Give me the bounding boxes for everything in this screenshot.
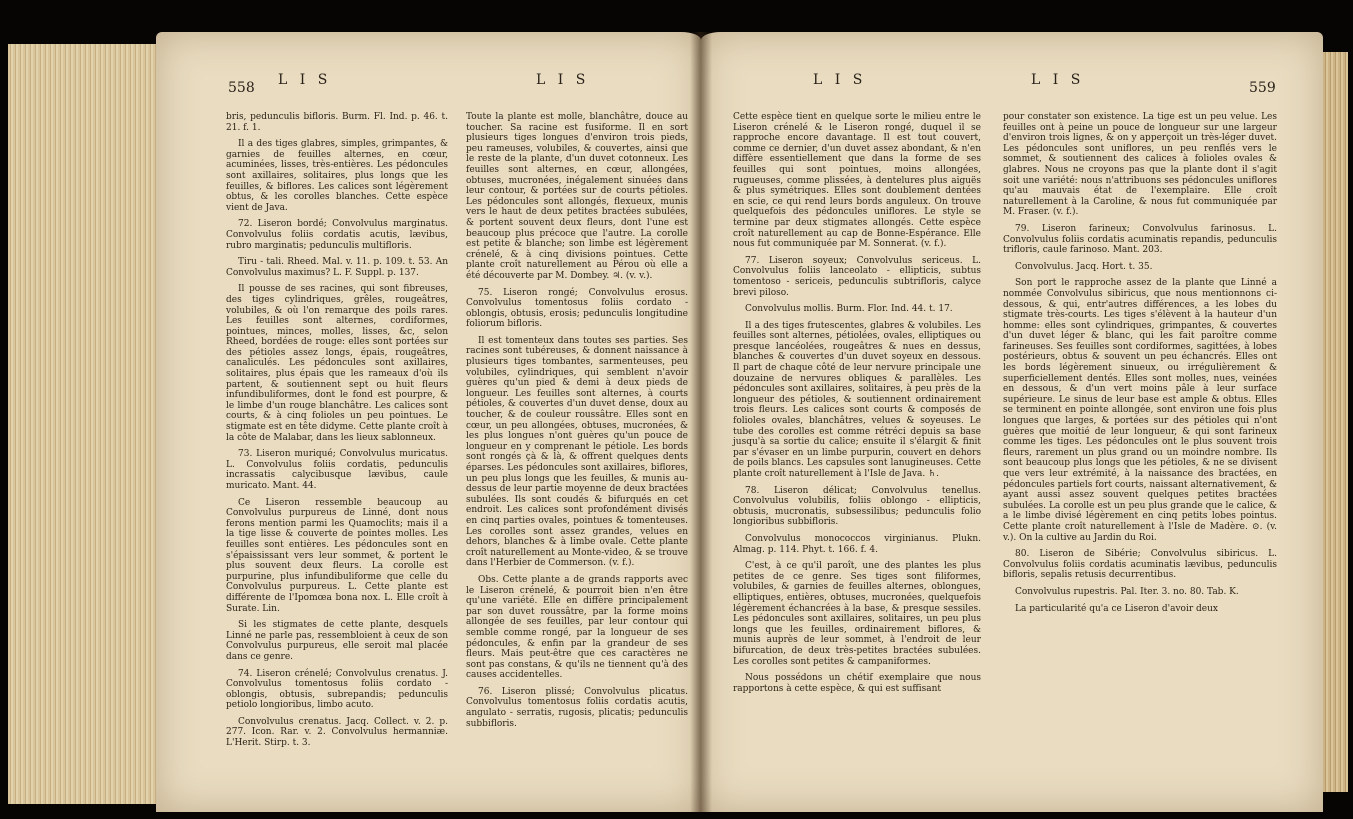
paragraph: 80. Liseron de Sibérie; Convolvulus sibiricus. L. Convolvulus foliis cordatis acuminatis lævibus, pedunculis bifloris, sepalis retusis decurrentibus. [1003,549,1277,581]
paragraph: Si les stigmates de cette plante, desquels Linné ne parle pas, ressembloient à ceux de son Convolvulus purpureus, elle seroit mal placée dans ce genre. [226,620,448,662]
paragraph: Tiru - tali. Rheed. Mal. v. 11. p. 109. t. 53. An Convolvulus maximus? L. F. Suppl. p. 137. [226,257,448,278]
paragraph: Convolvulus rupestris. Pal. Iter. 3. no. 80. Tab. K. [1015,586,1239,597]
paragraph: Nous possédons un chétif exemplaire que nous rapportons à cette espèce, & qui est suffisant [733,673,981,694]
paragraph: Convolvulus crenatus. Jacq. Collect. v. 2. p. 277. Icon. Rar. v. 2. Convolvulus hermanniæ. L'Herit. Stirp. t. 3. [226,716,448,749]
running-head: L I S [1031,72,1085,88]
paragraph: Cette espèce tient en quelque sorte le milieu entre le Liseron crénelé & le Liseron rongé, duquel il se rapproche encore davantage. Il est tout couvert, comme ce dernier, d'un duvet assez abondant, & n'en diffère essentiellement que dans la forme de ses feuilles qui sont pointues, moins allongées, rugueuses, comme plissées, à dentelures plus aiguës & plus symétriques. Elles sont doublement dentées en scie, ce qui rend leurs bords anguleux. On trouve quelquefois des pédoncules uniflores. Le style se termine par deux stigmates allongés. Cette espèce croît naturellement au cap de Bonne-Espérance. Elle nous fut communiquée par M. Sonnerat. (v. f.). [733,112,981,250]
paragraph: La particularité qu'a ce Liseron d'avoir deux [1015,603,1218,614]
paragraph: 72. Liseron bordé; Convolvulus marginatus. Convolvulus foliis cordatis acutis, lævibus, rubro marginatis; pedunculis multifloris. [226,219,448,251]
paragraph: Convolvulus. Jacq. Hort. t. 35. [1015,261,1153,272]
paragraph: Il pousse de ses racines, qui sont fibreuses, des tiges cylindriques, grêles, rougeâtres, volubiles, & où l'on remarque des poils rares. Les feuilles sont alternes, cordiformes, pointues, minces, molles, lisses, &c, selon Rheed, bordées de rouge: elles sont portées sur des pétioles assez longs, épais, rougeâtres, canaliculés. Les pédoncules sont axillaires, solitaires, plus épais que les rameaux d'où ils partent, & soutiennent sept ou huit fleurs infundibuliformes, dont le fond est pourpre, & le limbe d'un rouge blanchâtre. Les calices sont courts, & à cinq folioles un peu pointues. Le stigmate est en tête didyme. Cette plante croît à la côte de Malabar, dans les lieux sablonneux. [226,284,448,443]
paragraph: 73. Liseron muriqué; Convolvulus muricatus. L. Convolvulus foliis cordatis, pedunculis incrassatis calycibusque lævibus, caule muricato. Mant. 44. [226,449,448,491]
running-head: L I S [278,72,332,88]
text-column-1 [226,112,448,755]
paragraph: pour constater son existence. La tige est un peu velue. Les feuilles ont à peine un pouce de longueur sur une largeur d'environ trois lignes, & on y apperçoit un très-léger duvet. Les pédoncules sont uniflores, un peu renflés vers le sommet, & soutiennent des calices à folioles ovales & glabres. Nous ne croyons pas que la plante dont il s'agit soit une variété: nous n'attribuons ses pédoncules uniflores qu'au mauvais état de l'exemplaire. Elle croît naturellement à la Caroline, & nous fut communiquée par M. Fraser. (v. f.). [1003,112,1277,218]
page-edges-left [8,44,158,804]
paragraph: Toute la plante est molle, blanchâtre, douce au toucher. Sa racine est fusiforme. Il en sort plusieurs tiges longues d'environ trois pieds, peu rameuses, volubiles, & couvertes, ainsi que le reste de la plante, d'un duvet cotonneux. Les feuilles sont alternes, en cœur, allongées, obtuses, mucronées, inégalement sinuées dans leur contour, & portées sur de courts pétioles. Les pédoncules sont allongés, flexueux, munis vers le haut de deux petites bractées subulées, & portent souvent deux fleurs, dont l'une est beaucoup plus précoce que l'autre. La corolle est petite & blanche; son limbe est légèrement crénelé, & à cinq divisions pointues. Cette plante croît naturellement au Pérou où elle a été découverte par M. Dombey. ♃. (v. v.). [466,112,688,281]
paragraph: C'est, à ce qu'il paroît, une des plantes les plus petites de ce genre. Ses tiges sont filiformes, volubiles, & garnies de feuilles alternes, oblongues, elliptiques, entières, obtuses, mucronées, quelquefois légèrement échancrées à la base, & presque sessiles. Les pédoncules sont axillaires, solitaires, un peu plus longs que les feuilles, ordinairement biflores, & munis auprès de leur sommet, à l'endroit de leur bifurcation, de deux très-petites bractées subulées. Les corolles sont petites & campaniformes. [733,561,981,667]
open-book [8,14,1348,814]
paragraph: 79. Liseron farineux; Convolvulus farinosus. L. Convolvulus foliis cordatis acuminatis repandis, pedunculis trifloris, caule farinoso. Mant. 203. [1003,223,1277,256]
paragraph: Il a des tiges glabres, simples, grimpantes, & garnies de feuilles alternes, en cœur, acuminées, lisses, très-entières. Les pédoncules sont axillaires, solitaires, plus longs que les feuilles, & biflores. Les calices sont légèrement obtus, & les corolles blanches. Cette espèce vient de Java. [226,139,448,213]
paragraph: 77. Liseron soyeux; Convolvulus sericeus. L. Convolvulus foliis lanceolato - ellipticis, subtus tomentoso - sericeis, pedunculis subtrifloris, calyce brevi piloso. [733,255,981,298]
paragraph: 74. Liseron crénelé; Convolvulus crenatus. J. Convolvulus tomentosus foliis cordato - oblongis, obtusis, subrepandis; pedunculis petiolo longioribus, limbo acuto. [226,668,448,711]
paragraph: Il est tomenteux dans toutes ses parties. Ses racines sont tubéreuses, & donnent naissance à plusieurs tiges tombantes, sarmenteuses, peu volubiles, cylindriques, qui semblent n'avoir guères qu'un pied & demi à deux pieds de longueur. Les feuilles sont alternes, à courts pétioles, & couvertes d'un duvet dense, doux au toucher, & de couleur roussâtre. Elles sont en cœur, un peu allongées, obtuses, mucronées, & les plus longues n'ont guères qu'un pouce de longueur en y comprenant le pétiole. Les bords sont rongés çà & là, & offrent quelques dents éparses. Les pédoncules sont axillaires, biflores, un peu plus longs que les feuilles, & munis au-dessus de leur partie moyenne de deux bractées subulées. Ils sont coudés & bifurqués en cet endroit. Les calices sont profondément divisés en cinq parties ovales, pointues & tomenteuses. Les corolles sont assez grandes, velues en dehors, blanches & à limbe ovale. Cette plante croît naturellement au Monte-video, & se trouve dans l'Herbier de Commerson. (v. f.). [466,335,688,569]
running-head: L I S [536,72,590,88]
paragraph: Obs. Cette plante a de grands rapports avec le Liseron crénelé, & pourroit bien n'en être qu'une variété. Elle en diffère principalement par son duvet roussâtre, par la forme moins allongée de ses feuilles, par leur contour qui semble comme rongé, par la longueur de ses pédoncules, & enfin par la grandeur de ses fleurs. Mais peut-être que ces caractères ne sont pas constans, & qu'ils ne tiennent qu'à des causes accidentelles. [466,574,688,681]
paragraph: Son port le rapproche assez de la plante que Linné a nommée Convolvulus sibiricus, que nous mentionnons ci-dessous, & qui, entr'autres différences, a les lobes du stigmate très-courts. Les tiges s'élèvent à la hauteur d'un homme: elles sont cylindriques, grimpantes, & couvertes d'un duvet léger & blanc, qui les fait paroître comme farineuses. Ses feuilles sont cordiformes, sagittées, à lobes postérieurs, obtus & souvent un peu échancrés. Elles ont les bords légèrement sinueux, ou irrégulièrement & superficiellement dentés. Elles sont molles, nues, veinées en dessous, & d'un vert moins pâle à leur surface supérieure. Le sinus de leur base est ample & obtus. Elles se terminent en pointe allongée, sont environ une fois plus longues que larges, & portées sur des pétioles qui n'ont guères que moitié de leur longueur, & qui sont farineux comme les tiges. Les pédoncules ont le plus souvent trois fleurs, rarement un plus grand ou un moindre nombre. Ils sont beaucoup plus longs que les pétioles, & ne se divisent que vers leur extrémité, à la naissance des bractées, en pédoncules partiels fort courts, naissant alternativement, & ayant aussi assez souvent quelques petites bractées subulées. La corolle est un peu plus grande que le calice, & a le limbe divisé légèrement en cinq petits lobes pointus. Cette plante croît naturellement à l'Isle de Madère. ⊙. (v. v.). On la cultive au Jardin du Roi. [1003,278,1277,543]
text-column-2 [466,112,688,735]
paragraph: Ce Liseron ressemble beaucoup au Convolvulus purpureus de Linné, dont nous ferons mention parmi les Quamoclits; mais il a la tige lisse & couverte de pointes molles. Les feuilles sont entières. Les pédoncules sont en s'épaississant vers leur sommet, & portent le plus souvent deux fleurs. La corolle est purpurine, plus infundibuliforme que celle du Convolvulus purpureus. L. Cette plante est différente de l'Ipomœa bona nox. L. Elle croît à Surate. Lin. [226,497,448,614]
book-gutter [690,32,712,812]
text-column-2 [1003,112,1277,620]
paragraph: Convolvulus monococcos virginianus. Plukn. Almag. p. 114. Phyt. t. 166. f. 4. [733,533,981,555]
text-column-1 [733,112,981,700]
running-head: L I S [813,72,867,88]
paragraph: Convolvulus mollis. Burm. Flor. Ind. 44. t. 17. [745,304,953,315]
page-number: 559 [1249,80,1276,96]
right-page [701,32,1323,812]
paragraph: 76. Liseron plissé; Convolvulus plicatus. Convolvulus tomentosus foliis cordatis acutis, angulato - serratis, rugosis, plicatis; pedunculis subbifloris. [466,686,688,729]
paragraph: 78. Liseron délicat; Convolvulus tenellus. Convolvulus volubilis, foliis oblongo - ellipticis, obtusis, mucronatis, subsessilibus; pedunculis folio longioribus subbifloris. [733,485,981,528]
paragraph: bris, pedunculis bifloris. Burm. Fl. Ind. p. 46. t. 21. f. 1. [226,112,448,133]
left-page [156,32,701,812]
page-number: 558 [228,80,255,96]
paragraph: 75. Liseron rongé; Convolvulus erosus. Convolvulus tomentosus foliis cordato - oblongis, obtusis, erosis; pedunculis longitudine foliorum bifloris. [466,287,688,330]
paragraph: Il a des tiges frutescentes, glabres & volubiles. Les feuilles sont alternes, pétiolées, ovales, elliptiques ou presque lancéolées, rougeâtres & nues en dessus, blanches & couvertes d'un duvet soyeux en dessous. Il part de chaque côté de leur nervure principale une douzaine de nervures obliques & parallèles. Les pédoncules sont axillaires, solitaires, à peu près de la longueur des pétioles, & soutiennent ordinairement trois fleurs. Les calices sont courts & composés de folioles ovales, blanchâtres, velues & soyeuses. Le tube des corolles est comme rétréci depuis sa base jusqu'à sa sortie du calice; ensuite il s'élargit & finit par s'évaser en un limbe purpurin, couvert en dehors de poils blancs. Les capsules sont lanugineuses. Cette plante croît naturellement à l'Isle de Java. ♄. [733,320,981,479]
